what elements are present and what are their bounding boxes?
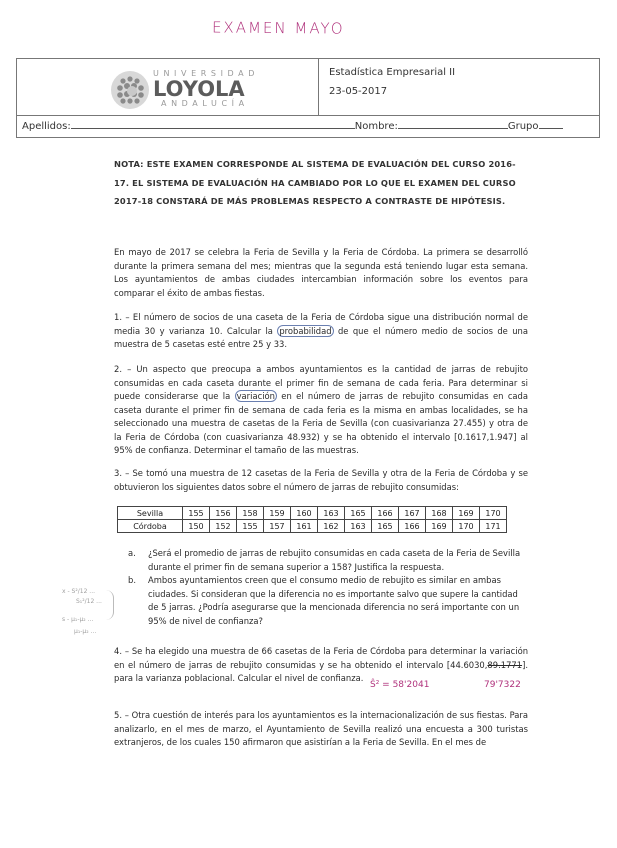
- apellidos-field[interactable]: [71, 118, 355, 129]
- table-cell: 170: [453, 520, 480, 533]
- question-2-text: 2. – Un aspecto que preocupa a ambos ayuntamientos es la cantidad de jarras de rebujito consumidas en cada caseta durante el primer fin de semana de cada feria. Para determinar si puede considerarse que la: [114, 364, 528, 401]
- table-cell: 158: [237, 507, 264, 520]
- table-cell: 155: [237, 520, 264, 533]
- question-2-text-end: en el número de jarras de rebujito consumidas en cada caseta durante el primer fin de semana de cada feria es la misma en ambas localidades, se ha seleccionado una muestra de casetas de la Feria de Sevilla (con cuasivarianza 27.455) y otra de la Feria de Córdoba (con cuasivarianza 48.932) y se ha obtenido el intervalo [0.1617,1.947] al 95% de confianza. Determinar el tamaño de las muestras.: [114, 391, 528, 455]
- question-2-circled-word: variación: [236, 391, 275, 401]
- table-cell: 156: [210, 507, 237, 520]
- pencil-brace: [103, 590, 114, 620]
- pencil-note: S₁²/12 ...: [76, 598, 102, 605]
- question-4: [114, 645, 528, 686]
- table-cell: 152: [210, 520, 237, 533]
- table-cell: 165: [345, 507, 372, 520]
- table-cell: 168: [426, 507, 453, 520]
- student-fields: [22, 118, 563, 132]
- question-3: 3. – Se tomó una muestra de 12 casetas de la Feria de Sevilla y otra de la Feria de Córdoba y se obtuvieron los siguientes datos sobre el número de jarras de rebujito consumidas:: [114, 468, 528, 492]
- university-logo: [109, 67, 289, 111]
- table-cell: 163: [345, 520, 372, 533]
- exam-header: [16, 58, 600, 138]
- table-row: [118, 507, 507, 520]
- table-row: [118, 520, 507, 533]
- question-3a-marker: a.: [128, 548, 136, 558]
- table-cell: 155: [183, 507, 210, 520]
- question-3a: [130, 547, 528, 577]
- table-cell: 157: [264, 520, 291, 533]
- logo-andalucia: ANDALUCÍA: [161, 99, 249, 108]
- handwritten-title: EXAMEN MAYO: [211, 18, 345, 38]
- table-city-cell: Sevilla: [118, 507, 183, 520]
- table-cell: 160: [291, 507, 318, 520]
- header-divider-horizontal: [17, 115, 599, 116]
- table-cell: 162: [318, 520, 345, 533]
- logo-universidad: UNIVERSIDAD: [153, 69, 259, 78]
- question-4-text: 4. – Se ha elegido una muestra de 66 casetas de la Feria de Córdoba para determinar la variación en el número de jarras de rebujito consumidas y se ha obtenido el intervalo [44.6030,: [114, 646, 528, 670]
- exam-date: 23-05-2017: [329, 86, 388, 97]
- pencil-note: x - S²/12 ...: [62, 588, 96, 595]
- question-3a-text: ¿Será el promedio de jarras de rebujito consumidas en cada caseta de la Feria de Sevilla durante el primer fin de semana superior a 158? Justifica la respuesta.: [148, 548, 521, 572]
- table-cell: 159: [264, 507, 291, 520]
- question-4-struck-value: 89.1771: [487, 659, 523, 670]
- table-cell: 166: [372, 507, 399, 520]
- nombre-field[interactable]: [398, 118, 508, 129]
- question-2: [114, 363, 528, 458]
- data-table: [117, 506, 507, 533]
- table-cell: 163: [318, 507, 345, 520]
- question-1-text-end: de que el número medio de socios de una muestra de 5 casetas esté entre 25 y 33.: [114, 325, 529, 349]
- question-1-text: 1. – El número de socios de una caseta de la Feria de Córdoba sigue una distribución normal de media 30 y varianza 10. Calcular la: [114, 312, 528, 336]
- globe-icon: [109, 69, 151, 111]
- table-cell: 167: [399, 507, 426, 520]
- logo-loyola: LOYOLA: [153, 77, 245, 101]
- question-3b-text: Ambos ayuntamientos creen que el consumo medio de rebujito es similar en ambas ciudades. Si consideran que la diferencia no es importante salvo que supere la cantidad de 5 jarras. ¿Podría asegurarse que la mencionada diferencia no será importante con un 95% de nivel de confianza?: [148, 575, 520, 626]
- question-3b-marker: b.: [128, 575, 136, 585]
- question-5: 5. – Otra cuestión de interés para los ayuntamientos es la internacionalización de sus fiestas. Para analizarlo, en el mes de marzo, el Ayuntamiento de Sevilla realizó una encuesta a 300 turistas extranjeros, de los cuales 150 afirmaron que asistirían a la Feria de Sevilla. En el mes de: [114, 710, 528, 747]
- table-cell: 171: [480, 520, 507, 533]
- nombre-label: Nombre:: [354, 121, 398, 132]
- question-1-circled-word: probabilidad: [279, 325, 332, 336]
- handwritten-note: 79'7322: [484, 680, 521, 690]
- table-city-cell: Córdoba: [118, 520, 183, 533]
- intro-paragraph: En mayo de 2017 se celebra la Feria de Sevilla y la Feria de Córdoba. La primera se desarrolló durante la primera semana del mes; mientras que la segunda está teniendo lugar esta semana. Los ayuntamientos de ambas ciudades intercambian información sobre los eventos para comparar el éxito de ambas fiestas.: [114, 247, 528, 298]
- question-1: [114, 311, 528, 352]
- header-divider: [318, 59, 319, 115]
- pencil-note: s - μ₁-μ₂ ...: [62, 616, 94, 623]
- question-4-text-end: ]. para la varianza poblacional. Calcular el nivel de confianza.: [114, 659, 528, 683]
- table-cell: 165: [372, 520, 399, 533]
- table-cell: 166: [399, 520, 426, 533]
- apellidos-label: Apellidos:: [22, 121, 71, 132]
- table-cell: 161: [291, 520, 318, 533]
- table-cell: 170: [480, 507, 507, 520]
- table-cell: 150: [183, 520, 210, 533]
- grupo-label: Grupo: [507, 121, 539, 132]
- grupo-field[interactable]: [539, 118, 563, 129]
- table-cell: 169: [426, 520, 453, 533]
- table-cell: 169: [453, 507, 480, 520]
- question-3b: [130, 574, 528, 630]
- course-name: Estadística Empresarial II: [329, 67, 456, 78]
- pencil-note: μ₁-μ₂ ...: [74, 628, 97, 635]
- exam-note: NOTA: ESTE EXAMEN CORRESPONDE AL SISTEMA DE EVALUACIÓN DEL CURSO 2016-17. EL SISTEMA DE EVALUACIÓN HA CAMBIADO POR LO QUE EL EXAMEN DEL CURSO 2017-18 CONSTARÁ DE MÁS PROBLEMAS RESPECTO A CONTRASTE DE HIPÓTESIS.: [114, 159, 516, 206]
- handwritten-note: Ŝ² = 58'2041: [370, 680, 430, 690]
